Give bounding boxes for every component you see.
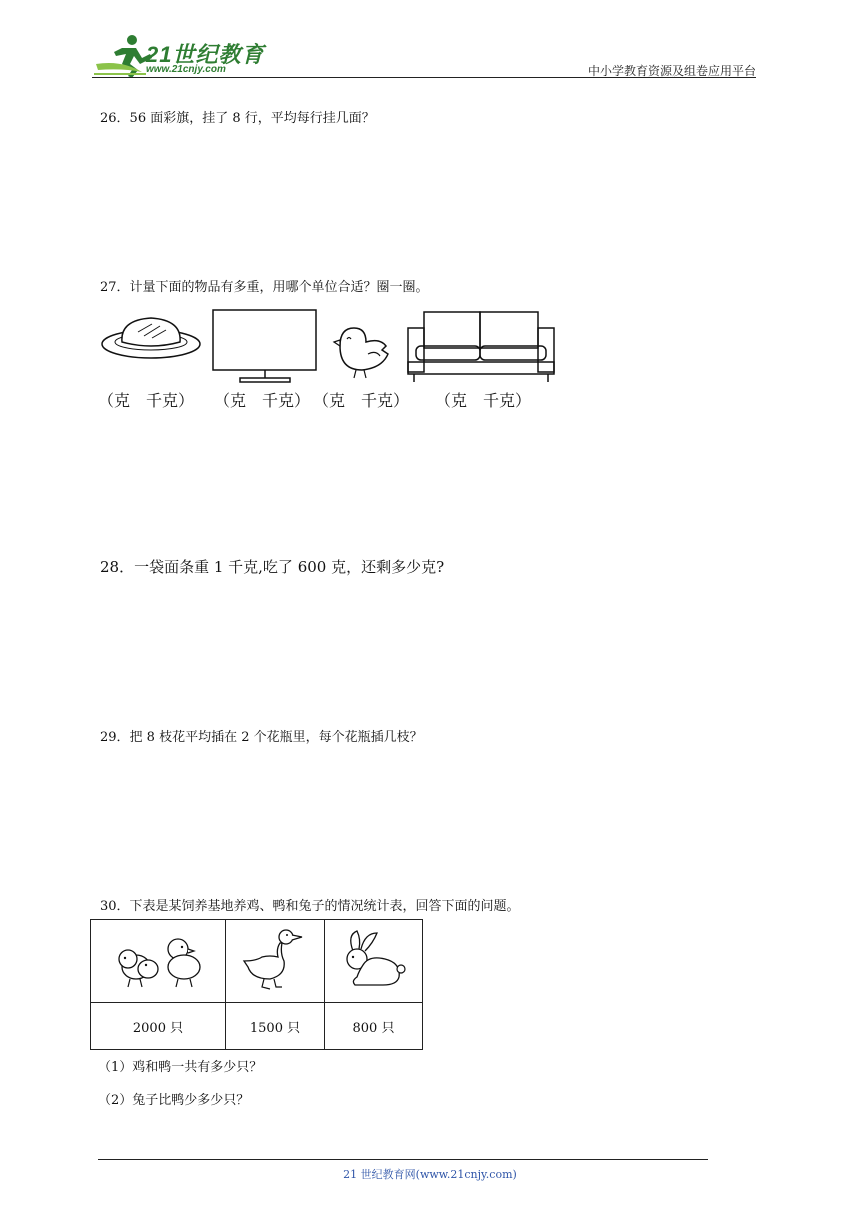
- unit-choice-tv: （克 千克）: [214, 391, 311, 410]
- unit-choice-sofa: （克 千克）: [435, 391, 532, 410]
- rabbit-count: 800 只: [325, 1003, 423, 1050]
- footer-divider: [98, 1159, 708, 1160]
- unit-choice-bread: （克 千克）: [98, 391, 195, 410]
- question-30-sub-1: （1）鸡和鸭一共有多少只？: [98, 1060, 263, 1075]
- chick-icon: [330, 324, 392, 380]
- duck-icon: [240, 927, 310, 991]
- question-27: 27．计量下面的物品有多重，用哪个单位合适？圈一圈。: [100, 280, 429, 295]
- question-29: 29．把 8 枝花平均插在 2 个花瓶里，每个花瓶插几枝？: [100, 730, 423, 745]
- stats-table: [90, 919, 423, 1050]
- table-cell-rabbit: [325, 920, 423, 1003]
- two-chicks-icon: [108, 929, 208, 989]
- rabbit-icon: [339, 929, 409, 989]
- question-28: 28．一袋面条重 1 千克,吃了 600 克，还剩多少克?: [100, 558, 445, 576]
- unit-choice-chick: （克 千克）: [313, 391, 410, 410]
- chicken-count: 2000 只: [91, 1003, 226, 1050]
- bread-on-plate-icon: [100, 312, 202, 362]
- question-30-sub-2: （2）兔子比鸭少多少只？: [98, 1093, 250, 1108]
- table-row: [91, 1003, 423, 1050]
- duck-count: 1500 只: [226, 1003, 325, 1050]
- table-row: [91, 920, 423, 1003]
- tv-monitor-icon: [210, 308, 320, 384]
- logo-url: www.21cnjy.com: [146, 64, 226, 75]
- header-divider: [92, 77, 756, 78]
- sofa-icon: [406, 310, 556, 384]
- question-30: 30．下表是某饲养基地养鸡、鸭和兔子的情况统计表，回答下面的问题。: [100, 899, 520, 914]
- table-cell-chicken: [91, 920, 226, 1003]
- header-platform-text: 中小学教育资源及组卷应用平台: [587, 64, 756, 78]
- question-26: 26．56 面彩旗，挂了 8 行，平均每行挂几面？: [100, 111, 375, 126]
- table-cell-duck: [226, 920, 325, 1003]
- logo-text: 21世纪教育: [146, 42, 265, 67]
- footer-text: 21 世纪教育网(www.21cnjy.com): [343, 1168, 517, 1181]
